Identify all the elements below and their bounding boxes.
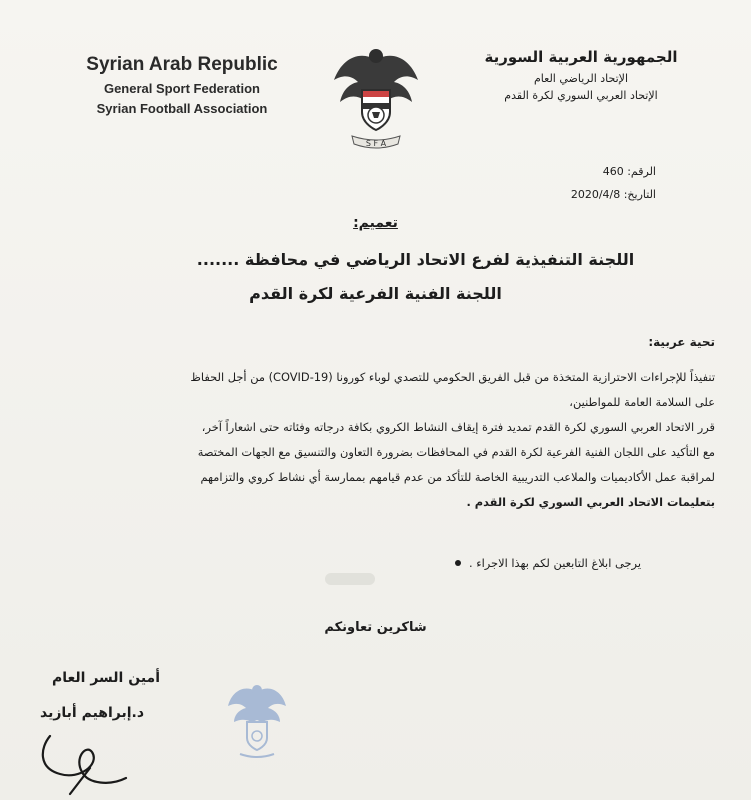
body-text bbox=[25, 365, 715, 515]
body-line: بتعليمات الاتحاد العربي السوري لكرة القدم . bbox=[466, 495, 715, 509]
signatory-role: أمين السر العام bbox=[52, 670, 161, 686]
body-line: على السلامة العامة للمواطنين، bbox=[569, 395, 715, 409]
circular-title: تعميم: bbox=[353, 215, 398, 231]
greeting: تحية عربية: bbox=[648, 335, 715, 349]
addressee-line-2: اللجنة الفنية الفرعية لكرة القدم bbox=[249, 284, 502, 303]
bullet-dot-icon bbox=[455, 560, 461, 566]
addressee-line-1: اللجنة التنفيذية لفرع الاتحاد الرياضي في محافظة ....... bbox=[196, 250, 635, 269]
emblem-text: S F A bbox=[365, 139, 387, 148]
faint-bleed-through bbox=[325, 573, 375, 585]
body-line: لمراقبة عمل الأكاديميات والملاعب التدريبية الخاصة للتأكد من عدم قيامهم بممارسة أي نشاط كروي والتزامهم bbox=[200, 470, 715, 484]
bullet-text: يرجى ابلاغ التابعين لكم بهذا الاجراء . bbox=[469, 556, 641, 570]
letterhead-en-association: Syrian Football Association bbox=[96, 101, 268, 116]
letterhead-en-country: Syrian Arab Republic bbox=[86, 54, 278, 75]
letterhead-english bbox=[62, 54, 302, 116]
official-stamp-icon bbox=[222, 680, 292, 765]
letterhead-ar-association: الإتحاد العربي السوري لكرة القدم bbox=[504, 89, 658, 102]
bullet-item bbox=[455, 556, 641, 570]
body-line: تنفيذاً للإجراءات الاحترازية المتخذة من قبل الفريق الحكومي للتصدي لوباء كورونا (COVID-19) من أجل الحفاظ bbox=[190, 370, 715, 384]
signatory-name: د.إبراهيم أبازيد bbox=[40, 705, 145, 721]
closing-text: شاكرين تعاونكم bbox=[324, 620, 427, 635]
letterhead-en-federation: General Sport Federation bbox=[103, 81, 261, 96]
body-line: قرر الاتحاد العربي السوري لكرة القدم تمديد فترة إيقاف النشاط الكروي بكافة درجاته وفئاته حتى اشعاراً آخر، bbox=[201, 420, 715, 434]
reference-number: الرقم: 460 bbox=[602, 165, 656, 178]
letterhead-ar-federation: الإتحاد الرياضي العام bbox=[533, 72, 628, 85]
letterhead-ar-country: الجمهورية العربية السورية bbox=[484, 48, 678, 66]
body-line: مع التأكيد على اللجان الفنية الفرعية لكرة القدم في المحافظات بضرورة التعاون والتنسيق مع الجهات المختصة bbox=[197, 445, 715, 459]
letterhead-arabic bbox=[451, 48, 711, 102]
eagle-emblem-icon bbox=[330, 40, 422, 158]
handwritten-signature-icon bbox=[30, 728, 140, 798]
reference-date: التاريخ: 2020/4/8 bbox=[570, 188, 656, 201]
